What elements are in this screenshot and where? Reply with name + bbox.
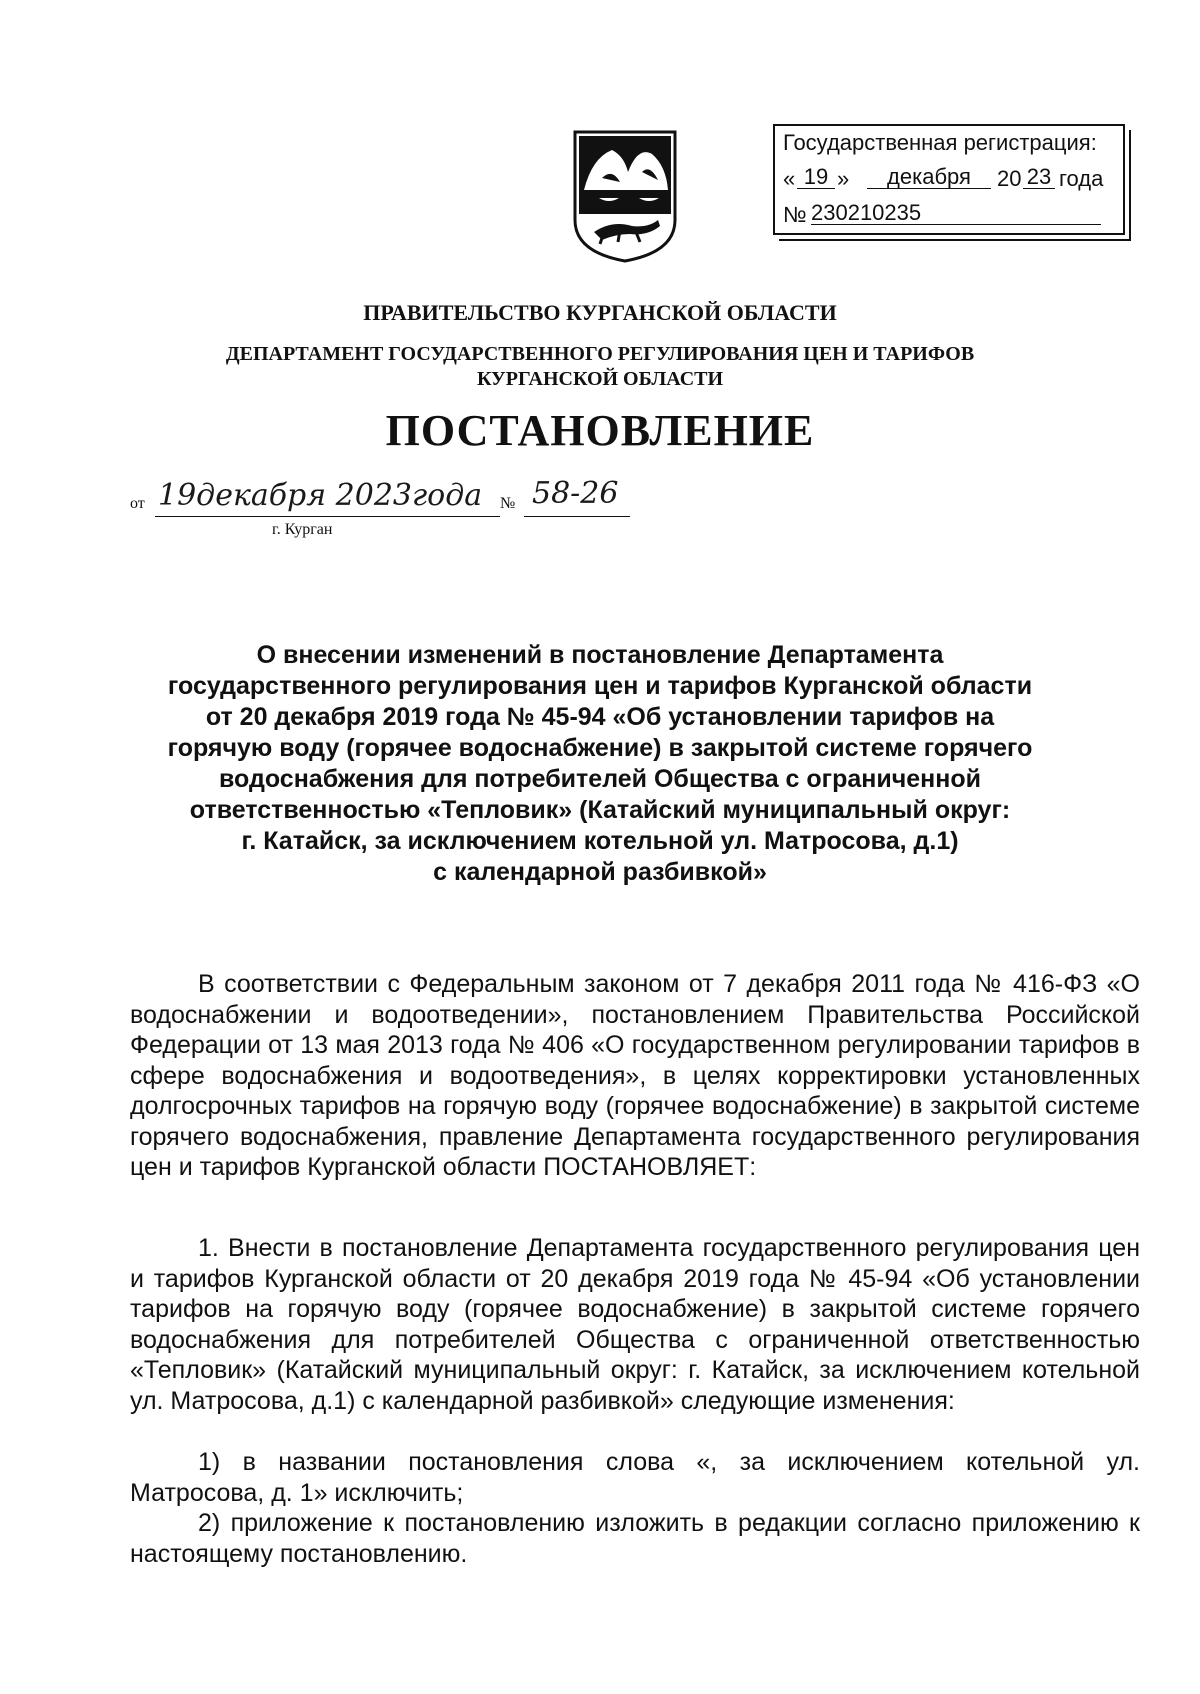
subject-line: ответственностью «Тепловик» (Катайский муниципальный округ: bbox=[189, 796, 1011, 824]
issue-number-label: № bbox=[500, 495, 516, 512]
issue-number-handwritten: 58-26 bbox=[532, 476, 619, 511]
subject-line: горячую воду (горячее водоснабжение) в закрытой системе горячего bbox=[167, 734, 1033, 762]
item-1-paragraph: 1. Внести в постановление Департамента государственного регулирования цен и тарифов Курганской области от 20 декабря 2019 года № 45-94 «Об установлении тарифов на горячую воду (горячее водоснабжение) в закрытой системе горячего водоснабжения для потребителей Общества с ограниченной ответственностью «Тепловик» (Катайский муниципальный округ: г. Катайск, за исключением котельной ул. Матросова, д.1) с календарной разбивкой» следующие изменения: bbox=[130, 1234, 1140, 1415]
document-type-title: ПОСТАНОВЛЕНИЕ bbox=[385, 406, 815, 455]
item-1-1-paragraph: 1) в названии постановления слова «, за исключением котельной ул. Матросова, д. 1» исключить; bbox=[130, 1448, 1140, 1507]
issue-from-label: от bbox=[130, 495, 145, 512]
department-title bbox=[0, 342, 1200, 392]
government-title: ПРАВИТЕЛЬСТВО КУРГАНСКОЙ ОБЛАСТИ bbox=[363, 300, 837, 325]
department-title-line2: КУРГАНСКОЙ ОБЛАСТИ bbox=[476, 368, 724, 390]
registration-stamp bbox=[773, 124, 1125, 235]
registration-close-quote: » bbox=[837, 166, 850, 191]
subject-line: О внесении изменений в постановление Департамента bbox=[256, 641, 944, 669]
subject-line: от 20 декабря 2019 года № 45-94 «Об установлении тарифов на bbox=[205, 703, 995, 731]
document-subject bbox=[120, 640, 1080, 888]
subject-line: государственного регулирования цен и тарифов Курганской области bbox=[167, 672, 1033, 700]
item-1-2-paragraph: 2) приложение к постановлению изложить в редакции согласно приложению к настоящему постановлению. bbox=[130, 1509, 1140, 1568]
registration-month: декабря bbox=[867, 166, 991, 189]
coat-of-arms-emblem bbox=[572, 128, 678, 264]
department-title-line1: ДЕПАРТАМЕНТ ГОСУДАРСТВЕННОГО РЕГУЛИРОВАНИЯ ЦЕН И ТАРИФОВ bbox=[225, 343, 975, 365]
registration-year-suffix: 23 bbox=[1023, 166, 1055, 189]
registration-number: 230210235 bbox=[811, 202, 1101, 225]
subject-line: с календарной разбивкой» bbox=[433, 858, 767, 886]
subject-line: водоснабжения для потребителей Общества с ограниченной bbox=[219, 765, 981, 793]
registration-year-prefix: 20 bbox=[997, 166, 1022, 191]
registration-number-label: № bbox=[783, 202, 807, 227]
registration-date-line: « bbox=[783, 166, 796, 191]
issue-place: г. Курган bbox=[272, 521, 333, 538]
registration-year-word: года bbox=[1059, 166, 1104, 191]
issue-date-underline bbox=[155, 516, 500, 517]
registration-label: Государственная регистрация: bbox=[783, 130, 1097, 155]
subject-line: г. Катайск, за исключением котельной ул. Матросова, д.1) bbox=[241, 827, 959, 855]
issue-number-underline bbox=[524, 516, 630, 517]
preamble-paragraph: В соответствии с Федеральным законом от 7 декабря 2011 года № 416-ФЗ «О водоснабжении и водоотведении», постановлением Правительства Российской Федерации от 13 мая 2013 года № 406 «О государственном регулировании тарифов в сфере водоснабжения и водоотведения», в целях корректировки установленных долгосрочных тарифов на горячую воду (горячее водоснабжение) в закрытой системе горячего водоснабжения, правление Департамента государственного регулирования цен и тарифов Курганской области ПОСТАНОВЛЯЕТ: bbox=[130, 970, 1140, 1181]
issue-date-handwritten: 19декабря 2023года bbox=[158, 478, 483, 513]
registration-day: 19 bbox=[797, 166, 835, 189]
